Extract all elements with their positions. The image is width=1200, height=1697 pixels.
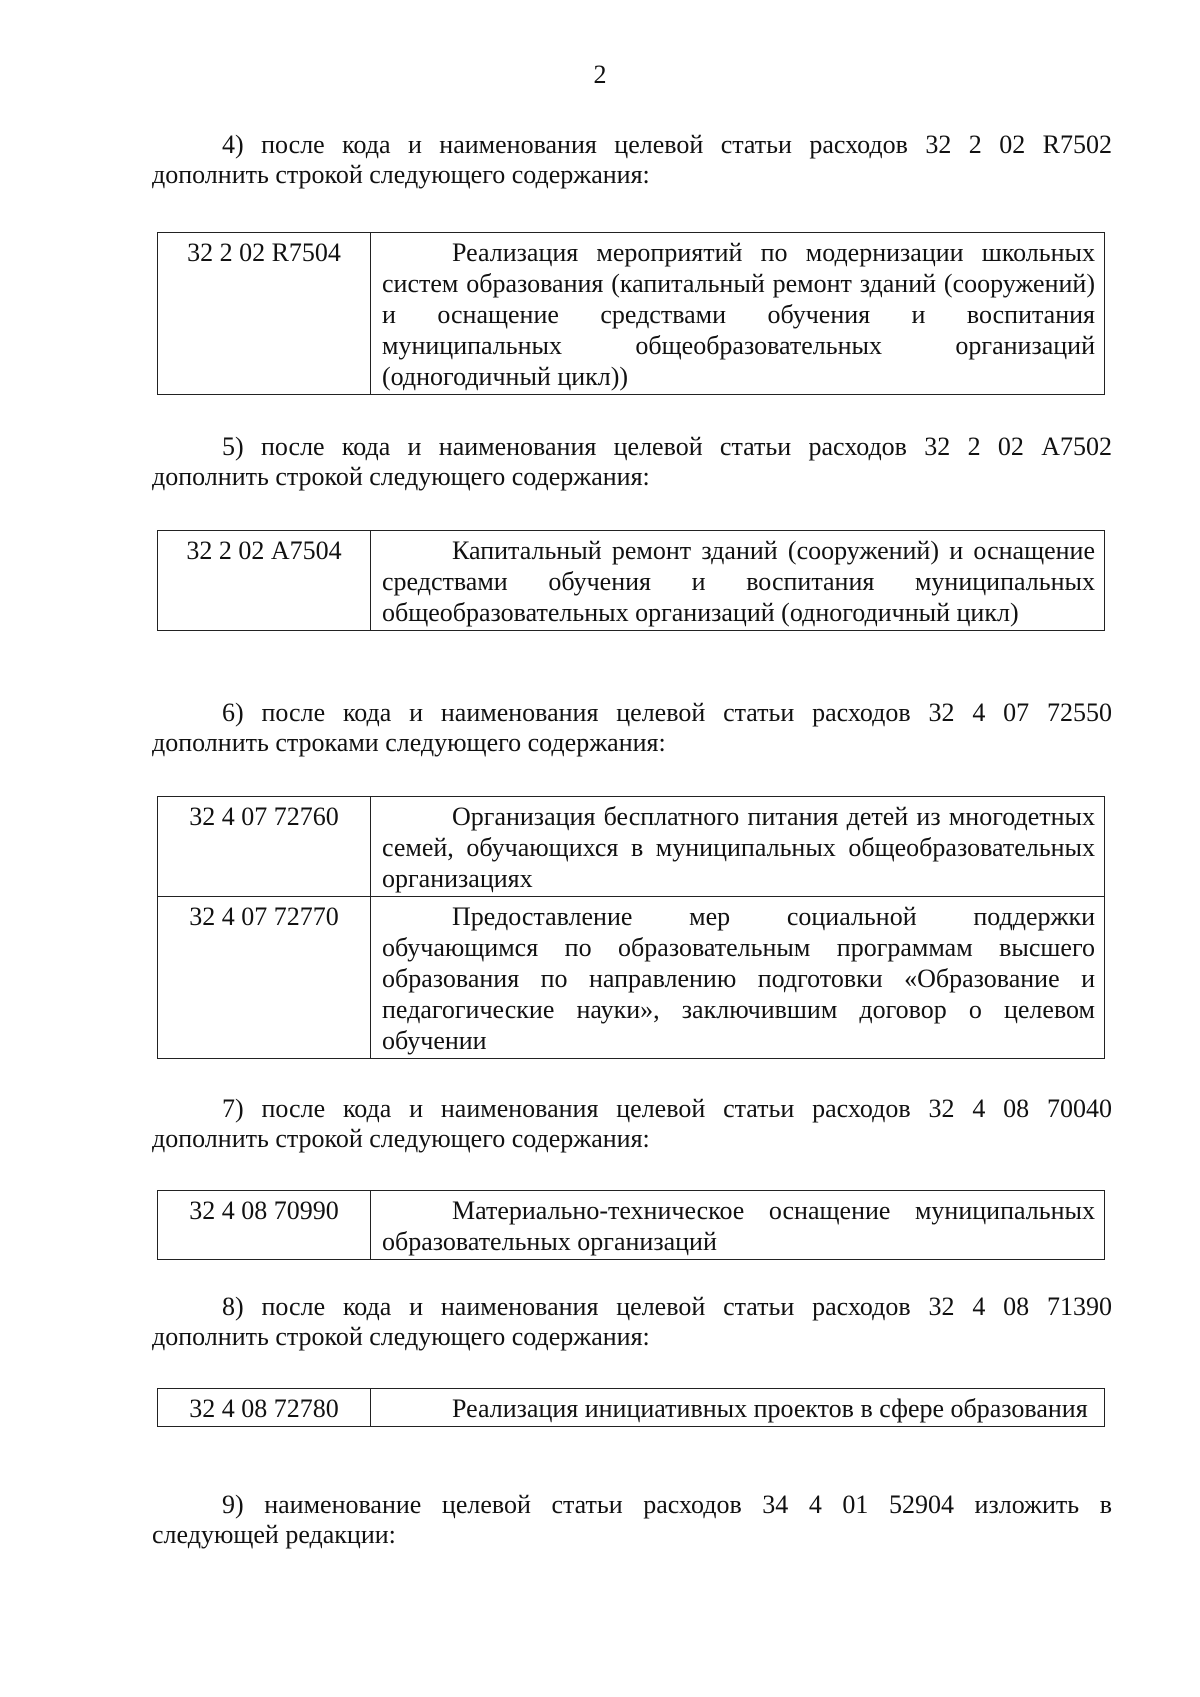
expense-name-cell	[371, 1191, 1105, 1260]
table-row	[158, 1389, 1105, 1427]
paragraph-item-7	[152, 1094, 1112, 1154]
paragraph-item-8	[152, 1292, 1112, 1352]
code-table	[157, 530, 1105, 631]
expense-name-cell	[371, 1389, 1105, 1427]
expense-code-cell: 32 4 07 72770	[158, 897, 371, 1059]
table-row	[158, 897, 1105, 1059]
expense-code-cell: 32 4 08 70990	[158, 1191, 371, 1260]
paragraph-line: 5) после кода и наименования целевой статьи расходов 32 2 02 А7502	[222, 432, 1112, 461]
paragraph-line: 8) после кода и наименования целевой статьи расходов 32 4 08 71390	[222, 1292, 1112, 1321]
expense-name-cell	[371, 531, 1105, 631]
paragraph-line: следующей редакции:	[152, 1520, 396, 1549]
paragraph-line: 6) после кода и наименования целевой статьи расходов 32 4 07 72550	[222, 698, 1112, 727]
expense-name-cell	[371, 897, 1105, 1059]
expense-name-cell	[371, 233, 1105, 395]
code-table	[157, 1388, 1105, 1427]
paragraph-item-4	[152, 130, 1112, 190]
expense-name-text: Реализация инициативных проектов в сфере образования	[452, 1394, 1088, 1423]
expense-code-cell: 32 2 02 R7504	[158, 233, 371, 395]
expense-code-cell: 32 4 07 72760	[158, 797, 371, 897]
paragraph-line: дополнить строкой следующего содержания:	[152, 160, 650, 189]
paragraph-line: 4) после кода и наименования целевой статьи расходов 32 2 02 R7502	[222, 130, 1112, 159]
table-row	[158, 531, 1105, 631]
expense-name-text: Материально-техническое оснащение муниципальных образовательных организаций	[382, 1196, 1095, 1256]
paragraph-line: 7) после кода и наименования целевой статьи расходов 32 4 08 70040	[222, 1094, 1112, 1123]
expense-name-text: Реализация мероприятий по модернизации школьных систем образования (капитальный ремонт зданий (сооружений) и оснащение средствами обучения и воспитания муниципальных общеобразовательных организаций (одногодичный цикл))	[382, 238, 1095, 391]
expense-name-text: Капитальный ремонт зданий (сооружений) и оснащение средствами обучения и воспитания муниципальных общеобразовательных организаций (одногодичный цикл)	[382, 536, 1095, 627]
paragraph-item-9	[152, 1490, 1112, 1550]
paragraph-line: дополнить строкой следующего содержания:	[152, 1124, 650, 1153]
table-row	[158, 233, 1105, 395]
expense-name-text: Организация бесплатного питания детей из многодетных семей, обучающихся в муниципальных общеобразовательных организациях	[382, 802, 1095, 893]
paragraph-item-5	[152, 432, 1112, 492]
code-table	[157, 796, 1105, 1059]
paragraph-line: дополнить строками следующего содержания:	[152, 728, 666, 757]
table-row	[158, 1191, 1105, 1260]
table-row	[158, 797, 1105, 897]
code-table	[157, 1190, 1105, 1260]
expense-code-cell: 32 2 02 А7504	[158, 531, 371, 631]
expense-code-cell: 32 4 08 72780	[158, 1389, 371, 1427]
page-number: 2	[593, 60, 607, 89]
code-table	[157, 232, 1105, 395]
expense-name-text: Предоставление мер социальной поддержки обучающимся по образовательным программам высшего образования по направлению подготовки «Образование и педагогические науки», заключившим договор о целевом обучении	[382, 902, 1095, 1055]
paragraph-line: дополнить строкой следующего содержания:	[152, 462, 650, 491]
expense-name-cell	[371, 797, 1105, 897]
paragraph-item-6	[152, 698, 1112, 758]
paragraph-line: дополнить строкой следующего содержания:	[152, 1322, 650, 1351]
paragraph-line: 9) наименование целевой статьи расходов 34 4 01 52904 изложить в	[222, 1490, 1112, 1519]
